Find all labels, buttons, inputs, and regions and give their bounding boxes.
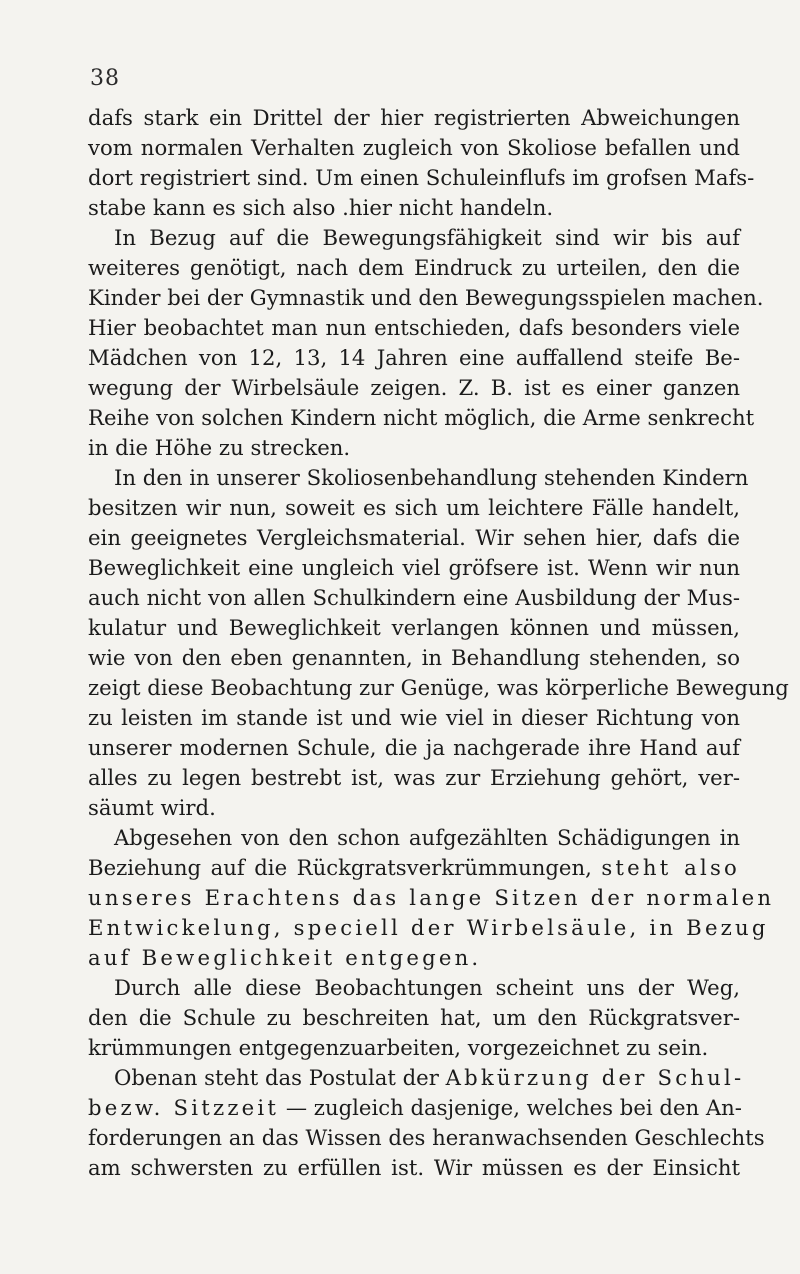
text-segment: Abgesehen von den schon aufgezählten Schädigungen in — [114, 825, 740, 850]
text-line — [88, 853, 740, 883]
text-line — [88, 883, 775, 913]
text-line: Mädchen von 12, 13, 14 Jahren eine auffallend steife Be- — [88, 345, 740, 370]
text-line: stabe kann es sich also .hier nicht handeln. — [88, 195, 554, 220]
spaced-emphasis-text: Entwickelung, speciell der Wirbelsäule, in Bezug — [88, 915, 769, 940]
text-line — [88, 1063, 745, 1093]
spaced-emphasis-text: auf Beweglichkeit entgegen. — [88, 945, 482, 970]
text-segment: Beziehung auf die Rückgratsverkrümmungen, — [88, 855, 602, 880]
text-line — [88, 1123, 765, 1153]
page-number: 38 — [90, 66, 120, 91]
text-line: ein geeignetes Vergleichsmaterial. Wir sehen hier, dafs die — [88, 525, 740, 550]
text-line: In Bezug auf die Bewegungsfähigkeit sind wir bis auf — [114, 225, 740, 250]
body-text — [88, 103, 789, 1183]
text-line — [88, 943, 740, 973]
text-line — [88, 1033, 740, 1063]
text-line: kulatur und Beweglichkeit verlangen können und müssen, — [88, 615, 740, 640]
text-line: zeigt diese Beobachtung zur Genüge, was körperliche Bewegung — [88, 675, 789, 700]
text-segment: — zugleich dasjenige, welches bei den An- — [279, 1095, 742, 1120]
text-line — [88, 913, 769, 943]
text-segment: Obenan steht das Postulat der — [114, 1065, 446, 1090]
spaced-emphasis-text: bezw. Sitzzeit — [88, 1095, 280, 1120]
text-segment: krümmungen entgegenzuarbeiten, vorgezeichnet zu sein. — [88, 1035, 709, 1060]
text-segment: den die Schule zu beschreiten hat, um den Rückgratsver- — [88, 1005, 740, 1030]
text-line: in die Höhe zu strecken. — [88, 435, 351, 460]
text-line: Kinder bei der Gymnastik und den Bewegungsspielen machen. — [88, 285, 764, 310]
text-line: säumt wird. — [88, 795, 216, 820]
text-line: zu leisten im stande ist und wie viel in dieser Richtung von — [88, 705, 740, 730]
text-line: Hier beobachtet man nun entschieden, dafs besonders viele — [88, 315, 740, 340]
text-segment: forderungen an das Wissen des heranwachsenden Geschlechts — [88, 1125, 765, 1150]
text-line: In den in unserer Skoliosenbehandlung stehenden Kindern — [114, 465, 749, 490]
text-segment: am schwersten zu erfüllen ist. Wir müssen es der Einsicht — [88, 1155, 740, 1180]
text-line — [88, 973, 740, 1003]
text-line: unserer modernen Schule, die ja nachgerade ihre Hand auf — [88, 735, 740, 760]
spaced-emphasis-text: Abkürzung der Schul- — [445, 1065, 745, 1090]
text-line: wie von den eben genannten, in Behandlung stehenden, so — [88, 645, 740, 670]
text-line: Beweglichkeit eine ungleich viel gröfsere ist. Wenn wir nun — [88, 555, 740, 580]
text-line: dafs stark ein Drittel der hier registrierten Abweichungen — [88, 105, 740, 130]
text-line — [88, 1003, 740, 1033]
text-line: besitzen wir nun, soweit es sich um leichtere Fälle handelt, — [88, 495, 740, 520]
spaced-emphasis-text: unseres Erachtens das lange Sitzen der normalen — [88, 885, 775, 910]
text-line: weiteres genötigt, nach dem Eindruck zu urteilen, den die — [88, 255, 740, 280]
text-line — [88, 823, 740, 853]
text-line: vom normalen Verhalten zugleich von Skoliose befallen und — [88, 135, 740, 160]
text-line: wegung der Wirbelsäule zeigen. Z. B. ist es einer ganzen — [88, 375, 740, 400]
text-line: auch nicht von allen Schulkindern eine Ausbildung der Mus- — [88, 585, 740, 610]
text-line — [88, 1093, 740, 1123]
text-line: dort registriert sind. Um einen Schuleinflufs im grofsen Mafs- — [88, 165, 755, 190]
text-segment: Durch alle diese Beobachtungen scheint uns der Weg, — [114, 975, 740, 1000]
spaced-emphasis-text: steht also — [601, 855, 740, 880]
text-line: alles zu legen bestrebt ist, was zur Erziehung gehört, ver- — [88, 765, 740, 790]
text-line — [88, 1153, 740, 1183]
text-line: Reihe von solchen Kindern nicht möglich, die Arme senkrecht — [88, 405, 755, 430]
